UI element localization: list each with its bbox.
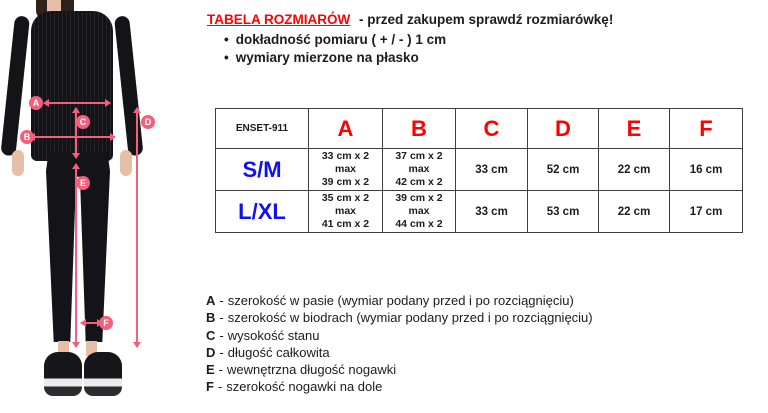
column-header-d: D <box>528 109 599 149</box>
measurement-legend <box>206 292 593 396</box>
cell-lxl-b <box>383 191 456 233</box>
measure-badge-c: C <box>76 115 90 129</box>
legend-dash: - <box>219 344 224 360</box>
measure-badge-e: E <box>76 176 90 190</box>
cell-line: 42 cm x 2 <box>395 176 443 188</box>
cell-lxl-f: 17 cm <box>670 191 743 233</box>
cell-sm-c: 33 cm <box>456 149 528 191</box>
page-title-highlight: TABELA ROZMIARÓW <box>207 12 351 27</box>
cell-line: 41 cm x 2 <box>321 218 370 230</box>
legend-letter: E <box>206 362 215 378</box>
cell-line: 33 cm x 2 <box>321 150 370 162</box>
measure-badge-f: F <box>99 316 113 330</box>
model-sweater <box>31 11 113 161</box>
legend-dash: - <box>219 327 224 343</box>
legend-text: szerokość w pasie (wymiar podany przed i po rozciągnięciu) <box>227 293 574 308</box>
cell-sm-e: 22 cm <box>599 149 670 191</box>
cell-line: max <box>334 205 356 217</box>
legend-dash: - <box>219 310 224 326</box>
size-label-sm: S/M <box>216 149 309 191</box>
model-hand-right <box>120 150 132 176</box>
cell-line: 37 cm x 2 <box>395 150 443 162</box>
cell-line: max <box>334 163 356 175</box>
cell-sm-f: 16 cm <box>670 149 743 191</box>
model-hand-left <box>12 150 24 176</box>
model-shoe-right <box>84 352 122 396</box>
legend-letter: F <box>206 379 214 395</box>
cell-line: 44 cm x 2 <box>395 218 443 230</box>
legend-item-d <box>206 344 593 361</box>
legend-item-c <box>206 327 593 344</box>
legend-text: wysokość stanu <box>227 327 320 343</box>
measure-badge-d: D <box>141 115 155 129</box>
model-photo <box>0 0 195 413</box>
product-code: ENSET-911 <box>216 109 309 149</box>
cell-line: max <box>408 163 430 175</box>
measure-arrow-c <box>75 108 77 158</box>
note-flat-measure: • wymiary mierzone na płasko <box>224 49 446 67</box>
cell-lxl-e: 22 cm <box>599 191 670 233</box>
size-table <box>215 108 743 233</box>
model-shoe-left <box>44 352 82 396</box>
model-sleeve-right <box>114 15 144 156</box>
legend-dash: - <box>219 293 224 308</box>
measure-arrow-a <box>44 102 110 104</box>
measurement-notes <box>224 31 446 67</box>
column-header-a: A <box>309 109 383 149</box>
cell-line: max <box>408 205 430 217</box>
measure-badge-a: A <box>29 96 43 110</box>
legend-dash: - <box>218 362 224 378</box>
legend-item-f <box>206 378 593 395</box>
measure-arrow-d <box>136 108 138 347</box>
cell-lxl-c: 33 cm <box>456 191 528 233</box>
legend-letter: D <box>206 344 216 360</box>
measure-arrow-e <box>75 164 77 347</box>
legend-dash: - <box>217 379 223 395</box>
cell-line: 39 cm x 2 <box>321 176 370 188</box>
size-label-lxl: L/XL <box>216 191 309 233</box>
cell-line: 35 cm x 2 <box>321 192 370 204</box>
legend-text: szerokość w biodrach (wymiar podany przed i po rozciągnięciu) <box>227 310 593 326</box>
legend-item-b <box>206 309 593 326</box>
cell-sm-b <box>383 149 456 191</box>
column-header-b: B <box>383 109 456 149</box>
legend-item-a <box>206 292 593 309</box>
legend-item-e <box>206 361 593 378</box>
cell-sm-d: 52 cm <box>528 149 599 191</box>
column-header-e: E <box>599 109 670 149</box>
table-row <box>216 149 743 191</box>
table-row <box>216 191 743 233</box>
legend-text: wewnętrzna długość nogawki <box>227 362 397 378</box>
column-header-f: F <box>670 109 743 149</box>
legend-letter: C <box>206 327 216 343</box>
note-accuracy: • dokładność pomiaru ( + / - ) 1 cm <box>224 31 446 49</box>
measure-arrow-b <box>30 136 115 138</box>
page-title-note: - przed zakupem sprawdź rozmiarówkę! <box>359 12 614 27</box>
legend-text: szerokość nogawki na dole <box>226 379 383 395</box>
cell-line: 39 cm x 2 <box>395 192 443 204</box>
size-table-header-row <box>216 109 743 149</box>
page-title <box>207 12 613 27</box>
column-header-c: C <box>456 109 528 149</box>
legend-letter: A <box>206 293 216 308</box>
measure-badge-b: B <box>20 130 34 144</box>
legend-text: długość całkowita <box>227 344 330 360</box>
cell-lxl-a <box>309 191 383 233</box>
legend-letter: B <box>206 310 216 326</box>
cell-sm-a <box>309 149 383 191</box>
cell-lxl-d: 53 cm <box>528 191 599 233</box>
